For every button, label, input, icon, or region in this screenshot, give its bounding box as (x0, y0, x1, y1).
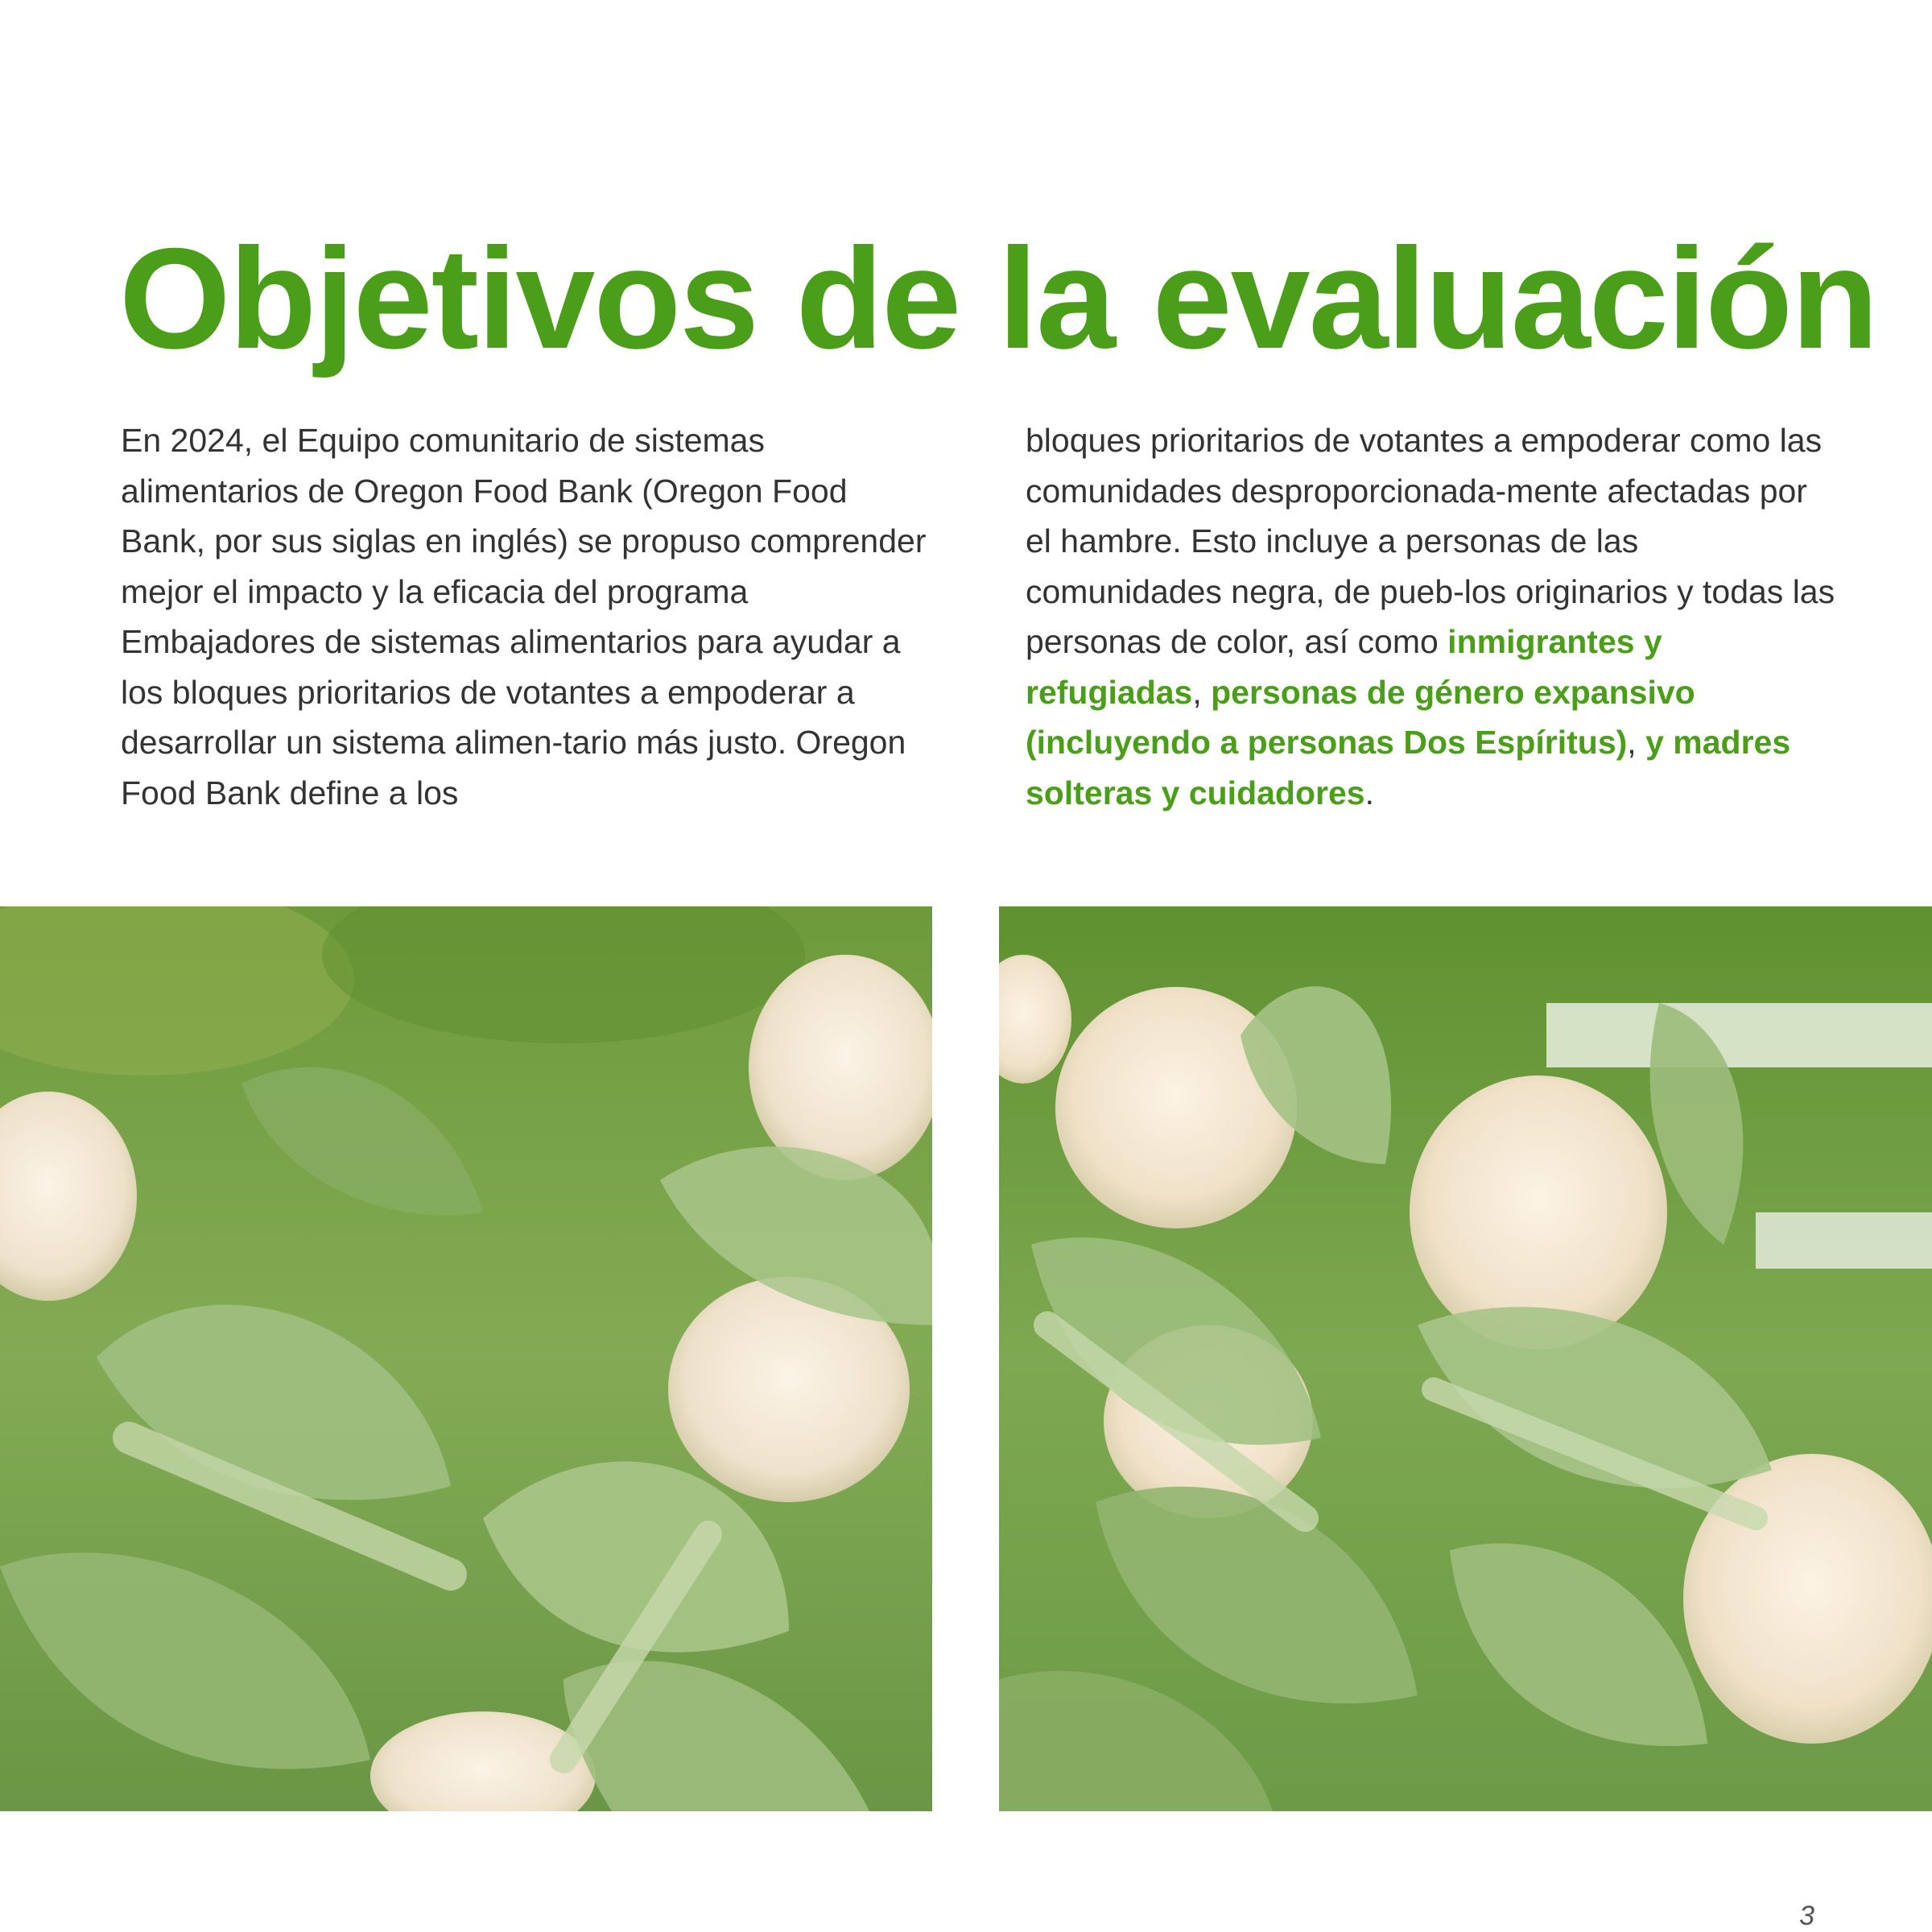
separator: , (1627, 724, 1646, 761)
highlight-gender-expansive: personas de género expansivo (incluyendo a personas Dos Espíritus) (1026, 673, 1695, 761)
period: . (1364, 774, 1374, 811)
body-text-right-intro: bloques prioritarios de votantes a empoderar como las comunidades desproporcionada-mente afectadas por el hambre. Esto incluye a personas de las comunidades negra, de pueb-los originarios y todas las personas de color, así como (1026, 422, 1835, 660)
highlight-single-mothers: y madres solteras y cuidadores (1026, 724, 1791, 811)
highlight-immigrants: inmigrantes y refugiadas (1026, 623, 1662, 711)
page-number: 3 (1799, 1901, 1814, 1931)
cauliflower-photo-left (0, 906, 932, 1811)
separator: , (1192, 673, 1212, 711)
body-text-left: En 2024, el Equipo comunitario de sistemas alimentarios de Oregon Food Bank (Oregon Food Bank, por sus siglas en inglés) se propuso comprender mejor el impacto y la eficacia del programa Embajadores de sistemas alimentarios para ayudar a los bloques prioritarios de votantes a empoderar a desarrollar un sistema alimen-tario más justo. Oregon Food Bank define a los (121, 422, 927, 811)
body-text-right (1026, 415, 1839, 818)
page-title: Objetivos de la evaluación (119, 218, 1877, 378)
cauliflower-photo-right (999, 906, 1932, 1811)
